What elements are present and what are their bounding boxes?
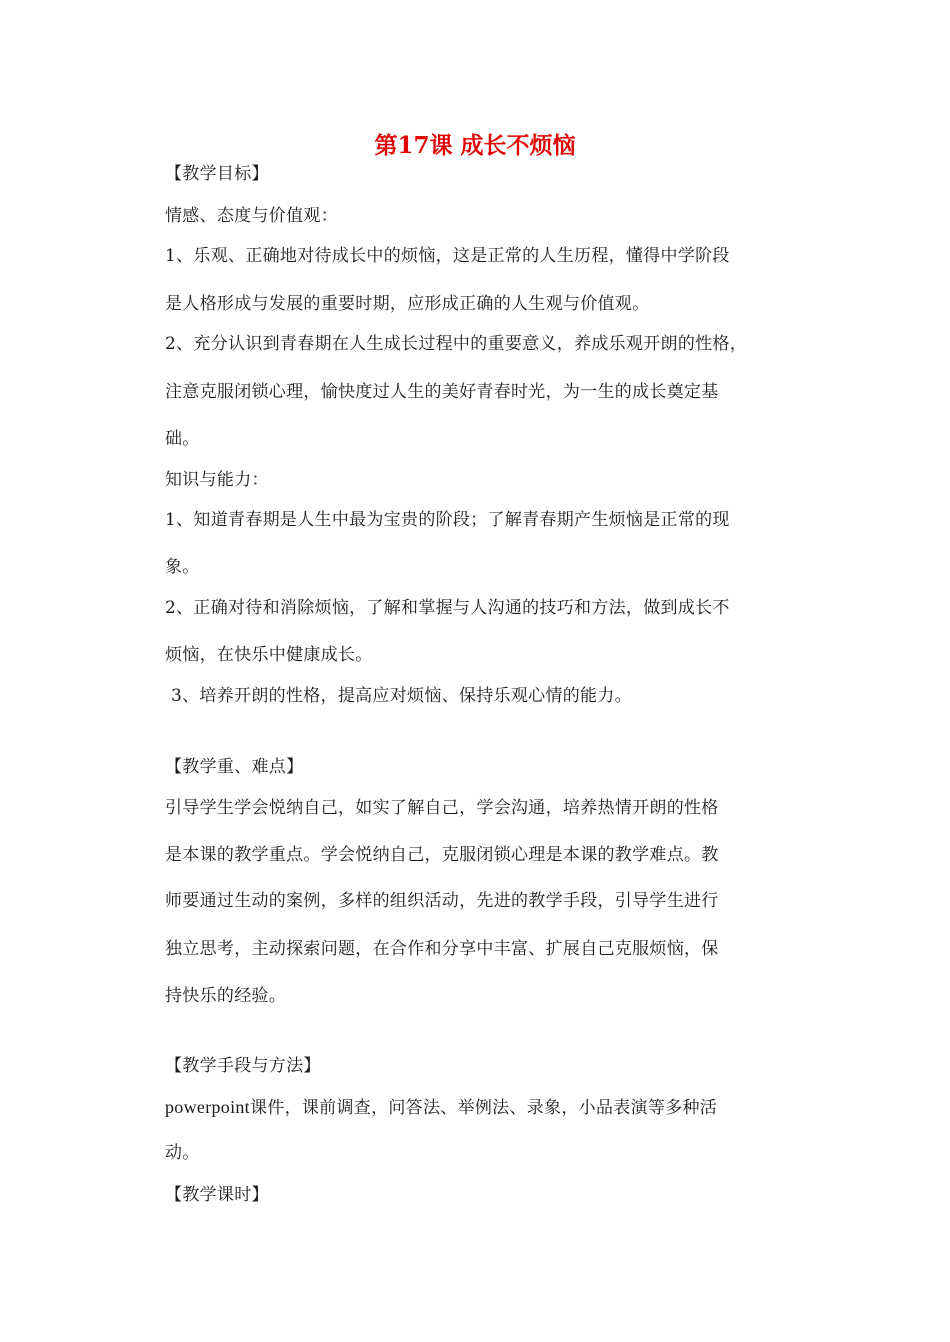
paragraph-line: 1、乐观、正确地对待成长中的烦恼，这是正常的人生历程，懂得中学阶段 [165,246,730,266]
section-heading-methods: 【教学手段与方法】 [165,1056,321,1076]
document-title: 第17课 成长不烦恼 [374,132,576,159]
paragraph-line: 1、知道青春期是人生中最为宝贵的阶段；了解青春期产生烦恼是正常的现 [165,510,730,530]
paragraph-line: 持快乐的经验。 [165,986,287,1006]
paragraph-text: 课件，课前调查，问答法、举例法、录象，小品表演等多种活 [249,1098,718,1118]
section-heading-class-hours: 【教学课时】 [165,1185,269,1205]
paragraph-line: 烦恼，在快乐中健康成长。 [165,645,373,665]
section-heading-objectives: 【教学目标】 [165,164,269,184]
paragraph-line: 师要通过生动的案例，多样的组织活动，先进的教学手段，引导学生进行 [165,891,719,911]
paragraph-line: 注意克服闭锁心理，愉快度过人生的美好青春时光，为一生的成长奠定基 [165,382,719,402]
paragraph-line: 独立思考，主动探索问题，在合作和分享中丰富、扩展自己克服烦恼，保 [165,939,719,959]
paragraph-line: 2、充分认识到青春期在人生成长过程中的重要意义，养成乐观开朗的性格， [165,334,748,354]
paragraph-line: 础。 [165,429,200,449]
paragraph-line: 是本课的教学重点。学会悦纳自己，克服闭锁心理是本课的教学难点。教 [165,845,719,865]
paragraph-line: 动。 [165,1143,200,1163]
paragraph-line: 2、正确对待和消除烦恼，了解和掌握与人沟通的技巧和方法，做到成长不 [165,598,730,618]
paragraph-line: 是人格形成与发展的重要时期，应形成正确的人生观与价值观。 [165,294,650,314]
paragraph-line: 3、培养开朗的性格，提高应对烦恼、保持乐观心情的能力。 [171,686,632,706]
section-heading-key-points: 【教学重、难点】 [165,757,304,777]
paragraph-line: 引导学生学会悦纳自己，如实了解自己，学会沟通，培养热情开朗的性格 [165,798,719,818]
paragraph-line [165,1095,795,1120]
subheading-emotion-attitude: 情感、态度与价值观： [165,206,338,226]
software-name: powerpoint [165,1097,250,1117]
subheading-knowledge-ability: 知识与能力： [165,470,269,490]
paragraph-line: 象。 [165,557,200,577]
